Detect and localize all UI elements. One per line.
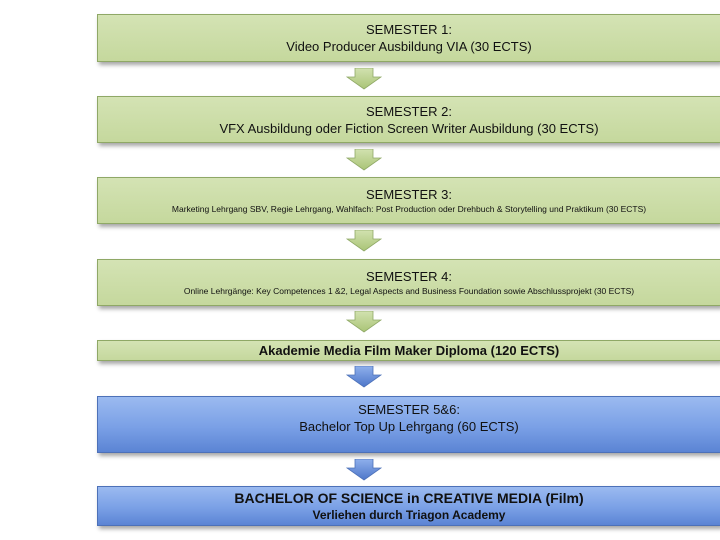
bachelor-text: Verliehen durch Triagon Academy [312,508,506,522]
semester-3-box [97,177,720,224]
diploma-box [97,340,720,361]
down-arrow-icon [346,311,382,333]
down-arrow-icon [346,459,382,481]
down-arrow-icon [346,68,382,90]
semester-5-6-title: SEMESTER 5&6: [358,402,460,417]
semester-5-6-text: Bachelor Top Up Lehrgang (60 ECTS) [299,419,519,434]
down-arrow-icon [346,149,382,171]
bachelor-box [97,486,720,526]
diploma-text: Akademie Media Film Maker Diploma (120 ECTS) [258,343,560,358]
semester-1-box [97,14,720,62]
semester-1-text: Video Producer Ausbildung VIA (30 ECTS) [286,39,532,54]
down-arrow-icon [346,230,382,252]
semester-5-6-box [97,396,720,453]
bachelor-title: BACHELOR OF SCIENCE in CREATIVE MEDIA (Film) [234,490,584,506]
semester-2-title: SEMESTER 2: [366,103,452,119]
semester-2-text: VFX Ausbildung oder Fiction Screen Writer Ausbildung (30 ECTS) [219,120,599,136]
semester-4-title: SEMESTER 4: [366,268,452,284]
semester-4-text: Online Lehrgänge: Key Competences 1 &2, Legal Aspects and Business Foundation sowie Abschlussprojekt (30 ECTS) [183,285,635,296]
semester-3-text: Marketing Lehrgang SBV, Regie Lehrgang, Wahlfach: Post Production oder Drehbuch & Storytelling und Praktikum (30 ECTS) [171,203,647,214]
down-arrow-icon [346,366,382,388]
semester-1-title: SEMESTER 1: [366,22,452,37]
semester-4-box [97,259,720,306]
semester-2-box [97,96,720,143]
semester-3-title: SEMESTER 3: [366,186,452,202]
